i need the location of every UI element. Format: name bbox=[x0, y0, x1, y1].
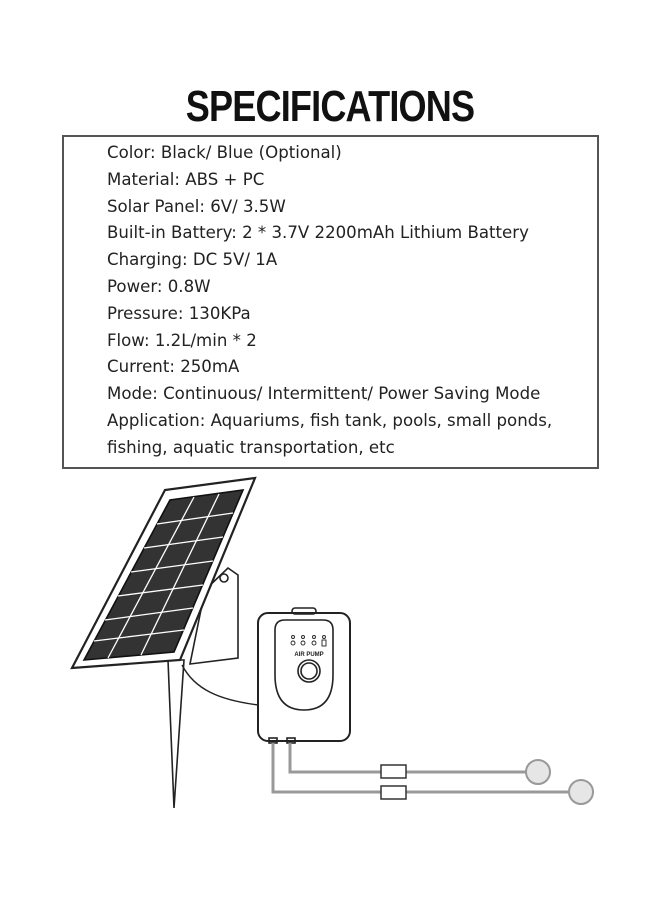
spec-item: Solar Panel: 6V/ 3.5W bbox=[107, 196, 286, 216]
spec-item: Mode: Continuous/ Intermittent/ Power Saving Mode bbox=[107, 384, 541, 404]
check-valve-icon bbox=[381, 765, 406, 799]
spec-item: Built-in Battery: 2 * 3.7V 2200mAh Lithium Battery bbox=[107, 223, 529, 243]
air-pump-icon bbox=[258, 608, 350, 743]
page-title: SPECIFICATIONS bbox=[185, 82, 475, 131]
air-tubes-icon bbox=[273, 743, 568, 792]
pump-label: AIR PUMP bbox=[294, 652, 324, 658]
solar-panel-icon bbox=[72, 478, 258, 808]
spec-item: Application: Aquariums, fish tank, pools, small ponds, bbox=[107, 410, 553, 430]
spec-item: Flow: 1.2L/min * 2 bbox=[107, 330, 257, 350]
spec-item: Charging: DC 5V/ 1A bbox=[107, 250, 278, 270]
spec-item: Color: Black/ Blue (Optional) bbox=[107, 143, 342, 162]
air-stone-icon bbox=[526, 760, 593, 804]
spec-item: fishing, aquatic transportation, etc bbox=[107, 437, 395, 457]
spec-item: Current: 250mA bbox=[107, 357, 240, 377]
spec-item: Pressure: 130KPa bbox=[107, 303, 251, 323]
spec-item: Material: ABS + PC bbox=[107, 169, 265, 189]
spec-item: Power: 0.8W bbox=[107, 276, 211, 296]
